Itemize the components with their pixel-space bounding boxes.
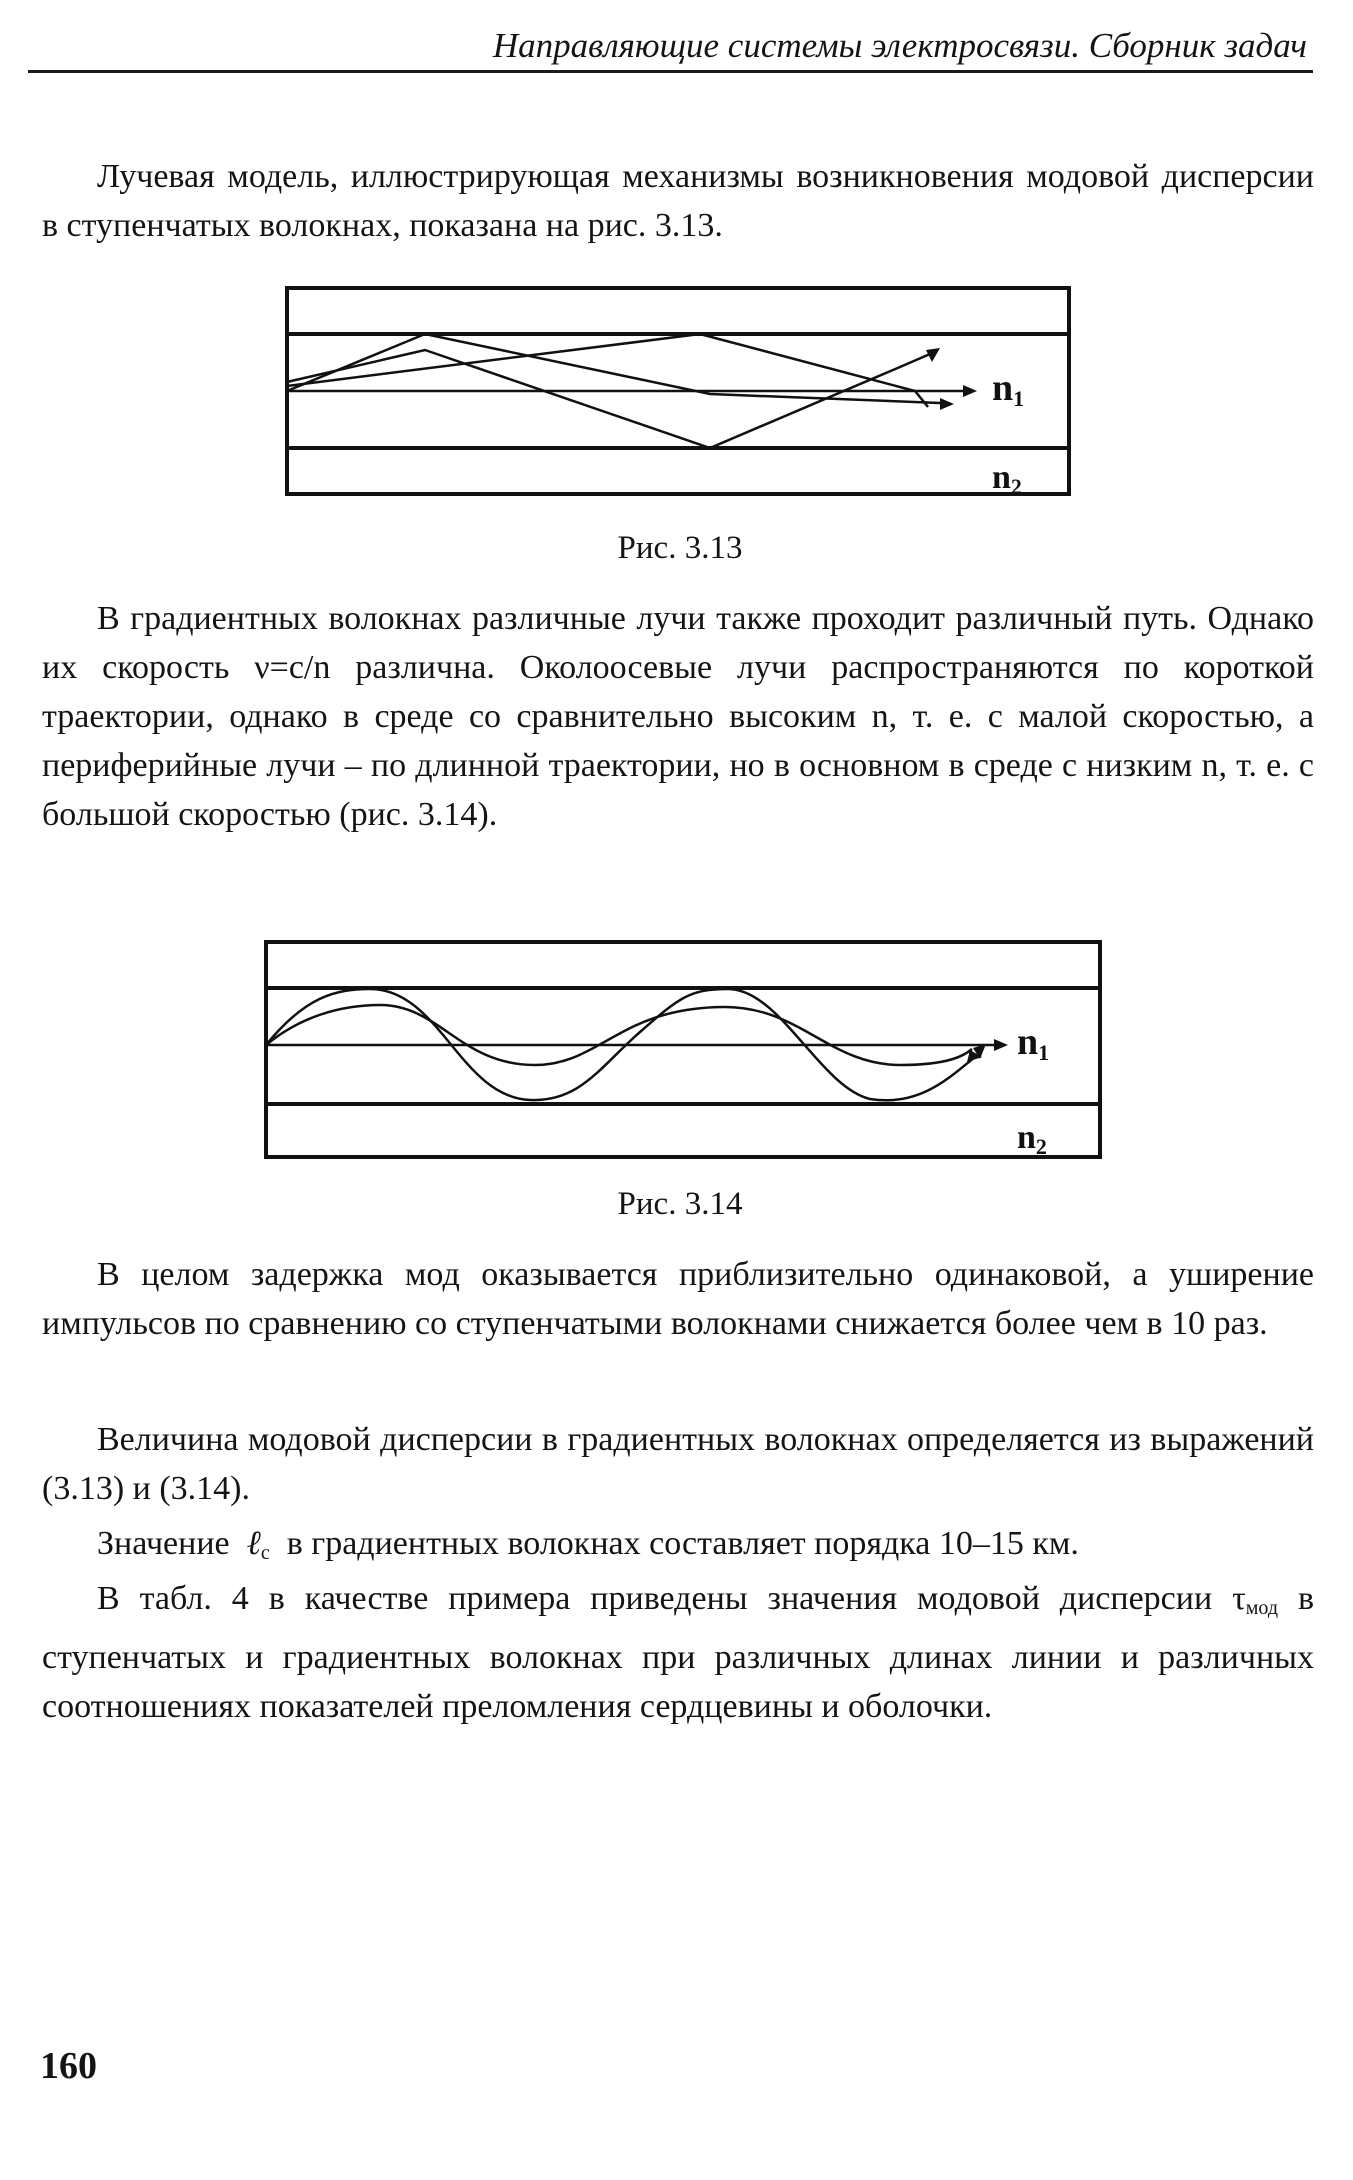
lc-value-text-before: Значение — [97, 1525, 230, 1562]
paragraph-ray-model: Лучевая модель, иллюстрирующая механизмы возникновения модовой дисперсии в ступенчатых волокнах, показана на рис. 3.13. — [42, 158, 1314, 244]
figure-3-13-caption: Рис. 3.13 — [617, 530, 743, 566]
figure-3-14-caption: Рис. 3.14 — [617, 1186, 743, 1222]
paragraph-dispersion-formula: Величина модовой дисперсии в градиентных волокнах определяется из выражений (3.13) и (3.14). — [42, 1421, 1314, 1507]
figure-3-13-step-index-rays — [280, 282, 1080, 502]
table-ref-text-after: в ступенчатых и градиентных волокнах при различных длинах линии и различных соотношениях показателей преломления сердцевины и оболочки. — [42, 1580, 1314, 1725]
table-ref-text-before: В табл. 4 в качестве примера приведены значения модовой дисперсии τ — [97, 1580, 1246, 1617]
paragraph-lc-value — [42, 1519, 1314, 1578]
figure-3-14-graded-index-rays — [260, 937, 1110, 1162]
running-header — [28, 22, 1313, 73]
lc-symbol-subscript: c — [260, 1542, 270, 1564]
lc-symbol: ℓ — [246, 1525, 261, 1562]
figure-3-13-label-n1: n1 — [992, 367, 1025, 411]
figure-3-14-label-n2: n2 — [1017, 1119, 1047, 1159]
paragraph-mode-delay: В целом задержка мод оказывается приблизительно одинаковой, а уширение импульсов по сравнению со ступенчатыми волокнами снижается более чем в 10 раз. — [42, 1256, 1314, 1342]
lc-value-text-after: в градиентных волокнах составляет порядка 10–15 км. — [286, 1525, 1079, 1562]
header-title: Направляющие системы электросвязи. Сборник задач — [492, 26, 1307, 65]
tau-subscript: мод — [1245, 1597, 1279, 1619]
paragraph-table-reference — [42, 1574, 1314, 1731]
figure-3-14-label-n1: n1 — [1017, 1021, 1050, 1065]
figure-3-13-label-n2: n2 — [992, 459, 1022, 499]
paragraph-graded-index: В градиентных волокнах различные лучи также проходит различный путь. Однако их скорость ν=c/n различна. Околоосевые лучи распространяются по короткой траектории, однако в среде со сравнительно высоким n, т. е. с малой скоростью, а периферийные лучи – по длинной траектории, но в основном в среде с низким n, т. е. с большой скоростью (рис. 3.14). — [42, 600, 1314, 833]
page-number: 160 — [40, 2045, 97, 2087]
